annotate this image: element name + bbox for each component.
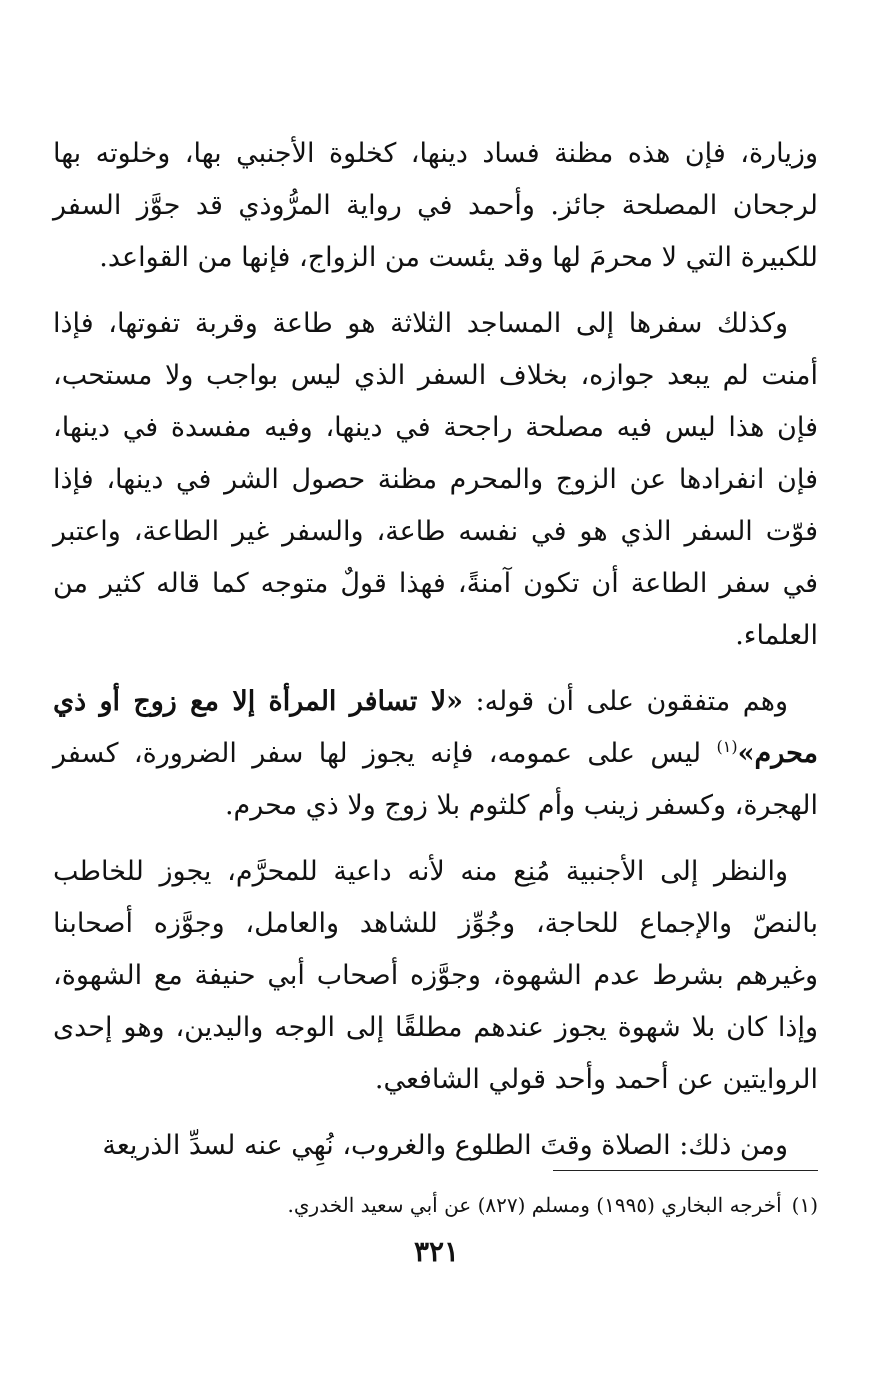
main-text-block xyxy=(53,128,818,1186)
footnote-number: (١) xyxy=(791,1193,818,1217)
footnote xyxy=(53,1190,818,1220)
paragraph-4-text: والنظر إلى الأجنبية مُنِع منه لأنه داعية للمحرَّم، يجوز للخاطب بالنصّ والإجماع للحاجة، وجُوِّز للشاهد والعامل، وجوَّزه أصحابنا وغيرهم بشرط عدم الشهوة، وجوَّزه أصحاب أبي حنيفة مع الشهوة، وإذا كان بلا شهوة يجوز عندهم مطلقًا إلى الوجه واليدين، وهو إحدى الروايتين عن أحمد وأحد قولي الشافعي. xyxy=(53,856,818,1095)
hadith-quote: «لا تسافر المرأة إلا مع زوج أو ذي محرم» xyxy=(53,686,818,769)
paragraph-2 xyxy=(53,298,818,662)
paragraph-2-text: وكذلك سفرها إلى المساجد الثلاثة هو طاعة وقربة تفوتها، فإذا أمنت لم يبعد جوازه، بخلاف السفر الذي ليس بواجب ولا مستحب، فإن هذا ليس فيه مصلحة راجحة في دينها، وفيه مفسدة في دينها، فإن انفرادها عن الزوج والمحرم مظنة حصول الشر في دينها، فإذا فوّت السفر الذي هو في نفسه طاعة، والسفر غير الطاعة، واعتبر في سفر الطاعة أن تكون آمنةً، فهذا قولٌ متوجه كما قاله كثير من العلماء. xyxy=(53,308,818,651)
paragraph-1-text: وزيارة، فإن هذه مظنة فساد دينها، كخلوة الأجنبي بها، وخلوته بها لرجحان المصلحة جائز. وأحمد في رواية المرُّوذي قد جوَّز السفر للكبيرة التي لا محرمَ لها وقد يئست من الزواج، فإنها من القواعد. xyxy=(53,138,818,273)
paragraph-3 xyxy=(53,676,818,832)
footnote-marker[interactable]: (١) xyxy=(716,737,738,756)
paragraph-1 xyxy=(53,128,818,284)
paragraph-5 xyxy=(53,1120,818,1172)
paragraph-4 xyxy=(53,846,818,1106)
footnote-divider xyxy=(553,1170,818,1171)
paragraph-5-text: ومن ذلك: الصلاة وقتَ الطلوع والغروب، نُهِي عنه لسدِّ الذريعة xyxy=(102,1130,788,1161)
paragraph-3-after: ليس على عمومه، فإنه يجوز لها سفر الضرورة، كسفر الهجرة، وكسفر زينب وأم كلثوم بلا زوج ولا ذي محرم. xyxy=(53,738,818,821)
page-number: ٣٢١ xyxy=(413,1235,460,1268)
footnote-text: أخرجه البخاري (١٩٩٥) ومسلم (٨٢٧) عن أبي سعيد الخدري. xyxy=(287,1193,782,1217)
paragraph-3-before: وهم متفقون على أن قوله: xyxy=(462,686,788,717)
